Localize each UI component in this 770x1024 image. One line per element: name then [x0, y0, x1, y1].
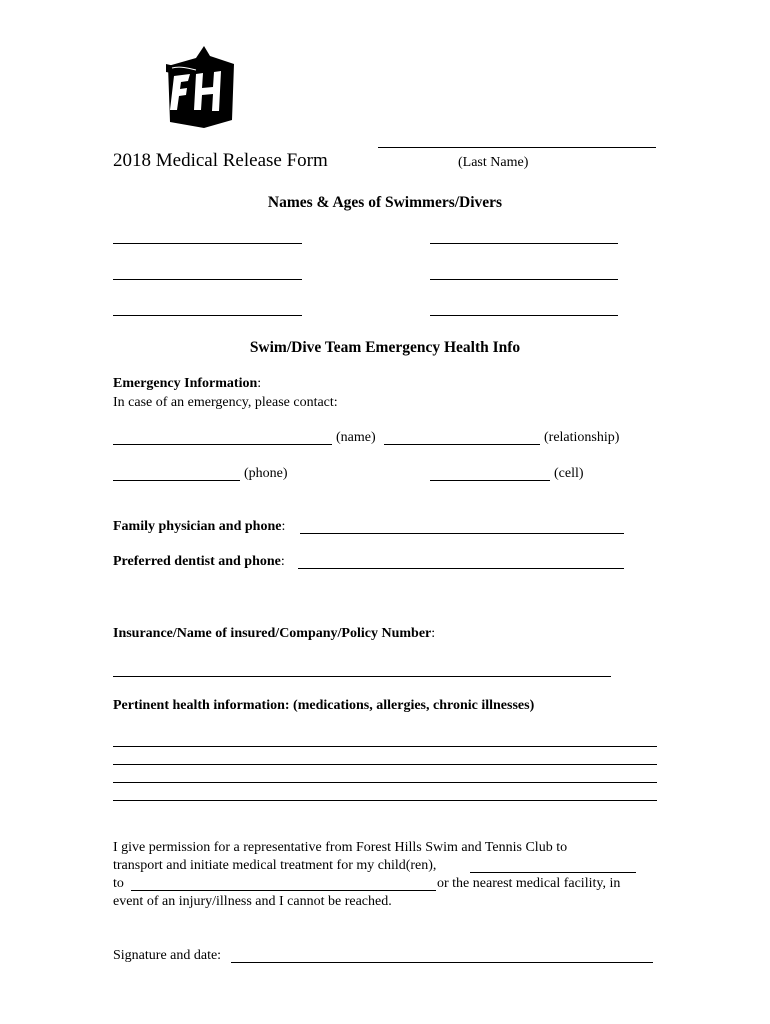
swimmer-line-5[interactable] [113, 315, 302, 316]
insurance-title: Insurance/Name of insured/Company/Policy Number [113, 626, 432, 641]
names-heading: Names & Ages of Swimmers/Divers [267, 194, 503, 211]
physician-label [113, 519, 285, 535]
contact-relationship-line[interactable] [384, 444, 540, 445]
signature-line[interactable] [231, 962, 653, 963]
form-title: 2018 Medical Release Form [113, 150, 328, 171]
dentist-colon: : [280, 554, 285, 569]
health-line-1[interactable] [113, 746, 657, 747]
contact-name-label: (name) [336, 430, 376, 445]
permission-line-1: I give permission for a representative from Forest Hills Swim and Tennis Club to [113, 840, 568, 855]
swimmer-line-1[interactable] [113, 243, 302, 244]
health-line-2[interactable] [113, 764, 657, 765]
physician-colon: : [281, 519, 286, 534]
physician-line[interactable] [300, 533, 624, 534]
dentist-label [113, 554, 285, 570]
insurance-colon: : [431, 626, 436, 641]
health-label: Pertinent health information: (medications, allergies, chronic illnesses) [113, 698, 535, 713]
permission-line-3-suffix: or the nearest medical facility, in [437, 876, 621, 891]
permission-line-4: event of an injury/illness and I cannot be reached. [113, 894, 392, 909]
permission-line-2: transport and initiate medical treatment for my child(ren), [113, 858, 437, 873]
contact-relationship-label: (relationship) [544, 430, 620, 445]
contact-phone-label: (phone) [244, 466, 288, 481]
dentist-line[interactable] [298, 568, 624, 569]
emergency-info-title: Emergency Information [113, 376, 258, 391]
permission-child-line[interactable] [470, 872, 636, 873]
contact-name-line[interactable] [113, 444, 332, 445]
last-name-line[interactable] [378, 147, 656, 148]
emergency-info-colon: : [257, 376, 262, 391]
last-name-label: (Last Name) [458, 155, 529, 170]
contact-cell-label: (cell) [554, 466, 584, 481]
swimmer-line-3[interactable] [113, 279, 302, 280]
emergency-heading: Swim/Dive Team Emergency Health Info [249, 339, 521, 356]
emergency-instruction: In case of an emergency, please contact: [113, 395, 338, 410]
fh-logo-icon [160, 44, 240, 130]
permission-hospital-line[interactable] [131, 890, 436, 891]
contact-phone-line[interactable] [113, 480, 240, 481]
health-line-4[interactable] [113, 800, 657, 801]
health-line-3[interactable] [113, 782, 657, 783]
emergency-info-label [113, 376, 261, 392]
permission-line-3-prefix: to [113, 876, 124, 891]
signature-label: Signature and date: [113, 948, 222, 963]
contact-cell-line[interactable] [430, 480, 550, 481]
dentist-title: Preferred dentist and phone [113, 554, 281, 569]
physician-title: Family physician and phone [113, 519, 282, 534]
swimmer-line-4[interactable] [430, 279, 618, 280]
swimmer-line-6[interactable] [430, 315, 618, 316]
insurance-line[interactable] [113, 676, 611, 677]
swimmer-line-2[interactable] [430, 243, 618, 244]
insurance-label [113, 626, 435, 642]
